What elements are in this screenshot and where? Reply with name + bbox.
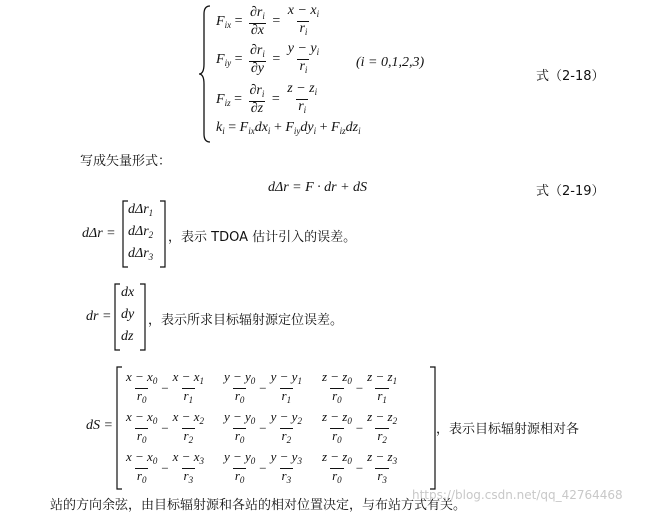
system-row-3: $F_{iz}$ = $\frac{\partial r_i}{\partial z}$ = $\frac{z - z_i}{r_i}$ xyxy=(216,81,318,116)
dr-entry-3: dz xyxy=(121,329,134,344)
dr-entry-2: dy xyxy=(121,307,135,322)
ddr-description: ，表示 TDOA 估计引入的误差。 xyxy=(168,230,357,245)
dr-description: ，表示所求目标辐射源定位误差。 xyxy=(148,313,344,328)
ddr-entry-1: dΔr$_1$ xyxy=(128,202,154,218)
dr-entry-1: dx xyxy=(121,285,135,300)
ds-description: ，表示目标辐射源相对各 xyxy=(436,422,580,437)
ds-lhs: dS = xyxy=(86,418,113,433)
ds-matrix xyxy=(116,366,436,490)
equation-number-2-18: 式（2-18） xyxy=(536,69,605,84)
k-equation: $k_i = F_{ix}dx_i + F_{iy}dy_i + F_{iz}dz_i$ xyxy=(216,120,361,136)
left-brace-icon xyxy=(198,4,212,144)
dr-lhs: dr = xyxy=(86,309,112,324)
dr-vector xyxy=(114,283,146,351)
continuation-text: 站的方向余弦，由目标辐射源和各站的相对位置决定，与布站方式有关。 xyxy=(50,498,467,513)
equation-2-19: dΔr = F · dr + dS xyxy=(268,180,368,195)
ddr-vector xyxy=(122,200,166,268)
index-condition: (i = 0,1,2,3) xyxy=(356,55,425,70)
system-brace xyxy=(198,4,212,144)
watermark: https://blog.csdn.net/qq_42764468 xyxy=(412,488,623,502)
ddr-lhs: dΔr = xyxy=(82,226,116,241)
ds-row-2: $\frac{x - x_0}{r_0}$ − $\frac{x - x_2}{r_2}$ $\frac{y - y_0}{r_0}$ − $\frac{y - y_2}{r_2}$ $\frac{z - z_0}{r_0}$ − $\frac{z - z_2}{r_2}$ xyxy=(126,409,398,445)
ds-row-3: $\frac{x - x_0}{r_0}$ − $\frac{x - x_3}{r_3}$ $\frac{y - y_0}{r_0}$ − $\frac{y - y_3}{r_3}$ $\frac{z - z_0}{r_0}$ − $\frac{z - z_3}{r_3}$ xyxy=(126,449,398,485)
system-row-1: $F_{ix}$ = $\frac{\partial r_i}{\partial x}$ = $\frac{x - x_i}{r_i}$ xyxy=(216,3,320,38)
system-row-2: $F_{iy}$ = $\frac{\partial r_i}{\partial y}$ = $\frac{y - y_i}{r_i}$ xyxy=(216,41,320,76)
ds-row-1: $\frac{x - x_0}{r_0}$ − $\frac{x - x_1}{r_1}$ $\frac{y - y_0}{r_0}$ − $\frac{y - y_1}{r_1}$ $\frac{z - z_0}{r_0}$ − $\frac{z - z_1}{r_1}$ xyxy=(126,369,398,405)
ddr-entry-2: dΔr$_2$ xyxy=(128,224,154,240)
ddr-entry-3: dΔr$_3$ xyxy=(128,246,154,262)
vector-form-text: 写成矢量形式： xyxy=(80,154,172,169)
equation-number-2-19: 式（2-19） xyxy=(536,184,605,199)
